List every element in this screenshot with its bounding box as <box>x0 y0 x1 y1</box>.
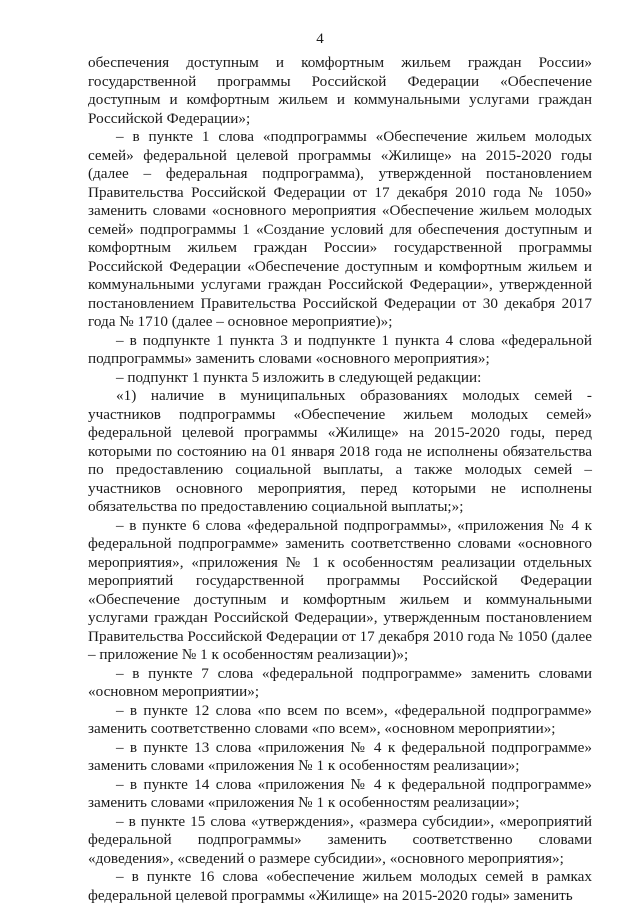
paragraph: – в пункте 16 слова «обеспечение жильем молодых семей в рамках федеральной целевой программы «Жилище» на 2015-2020 годы» заменить <box>88 868 592 904</box>
paragraph: обеспечения доступным и комфортным жильем граждан России» государственной программы Российской Федерации «Обеспечение доступным и комфортным жильем и коммунальными услугами граждан Российской Федерации»; <box>88 54 592 127</box>
paragraph: – в пункте 7 слова «федеральной подпрограмме» заменить словами «основном мероприятии»; <box>88 664 592 700</box>
page-number: 4 <box>316 31 324 47</box>
paragraph: – в пункте 1 слова «подпрограммы «Обеспечение жильем молодых семей» федеральной целевой программы «Жилище» на 2015-2020 годы (далее – федеральная подпрограмма), утвержденной постановлением Правительства Российской Федерации от 17 декабря 2010 года № 1050» заменить словами «основного мероприятия «Обеспечение жильем молодых семей» подпрограммы 1 «Создание условий для обеспечения доступным и комфортным жильем граждан России» государственной программы Российской Федерации «Обеспечение доступным и комфортным жильем и коммунальными услугами граждан Российской Федерации», утвержденной постановлением Правительства Российской Федерации от 30 декабря 2017 года № 1710 (далее – основное мероприятие)»; <box>88 128 592 330</box>
paragraph: – в подпункте 1 пункта 3 и подпункте 1 пункта 4 слова «федеральной подпрограммы» заменить словами «основного мероприятия»; <box>88 331 592 367</box>
paragraph: – в пункте 13 слова «приложения № 4 к федеральной подпрограмме» заменить словами «приложения № 1 к особенностям реализации»; <box>88 738 592 774</box>
paragraph: «1) наличие в муниципальных образованиях молодых семей - участников подпрограммы «Обеспечение жильем молодых семей» федеральной целевой программы «Жилище» на 2015-2020 годы, перед которыми по состоянию на 01 января 2018 года не исполнены обязательства по предоставлению социальной выплаты, а также молодых семей – участников основного мероприятия, перед которыми не исполнены обязательства по предоставлению социальной выплаты;»; <box>88 387 592 515</box>
paragraph: – в пункте 15 слова «утверждения», «размера субсидии», «мероприятий федеральной подпрограммы» заменить соответственно словами «доведения», «сведений о размере субсидии», «основного мероприятия»; <box>88 812 592 867</box>
paragraph: – подпункт 1 пункта 5 изложить в следующей редакции: <box>116 368 482 386</box>
paragraph: – в пункте 12 слова «по всем по всем», «федеральной подпрограмме» заменить соответственно словами «по всем», «основном мероприятии»; <box>88 701 592 737</box>
paragraph: – в пункте 6 слова «федеральной подпрограммы», «приложения № 4 к федеральной подпрограмме» заменить соответственно словами «основного мероприятия», «приложения № 1 к особенностям реализации отдельных мероприятий государственной программы Российской Федерации «Обеспечение доступным и комфортным жильем и коммунальными услугами граждан Российской Федерации», утвержденным постановлением Правительства Российской Федерации от 17 декабря 2010 года № 1050 (далее – приложение № 1 к особенностям реализации)»; <box>88 516 592 663</box>
paragraph: – в пункте 14 слова «приложения № 4 к федеральной подпрограмме» заменить словами «приложения № 1 к особенностям реализации»; <box>88 775 592 811</box>
document-body <box>88 54 592 905</box>
